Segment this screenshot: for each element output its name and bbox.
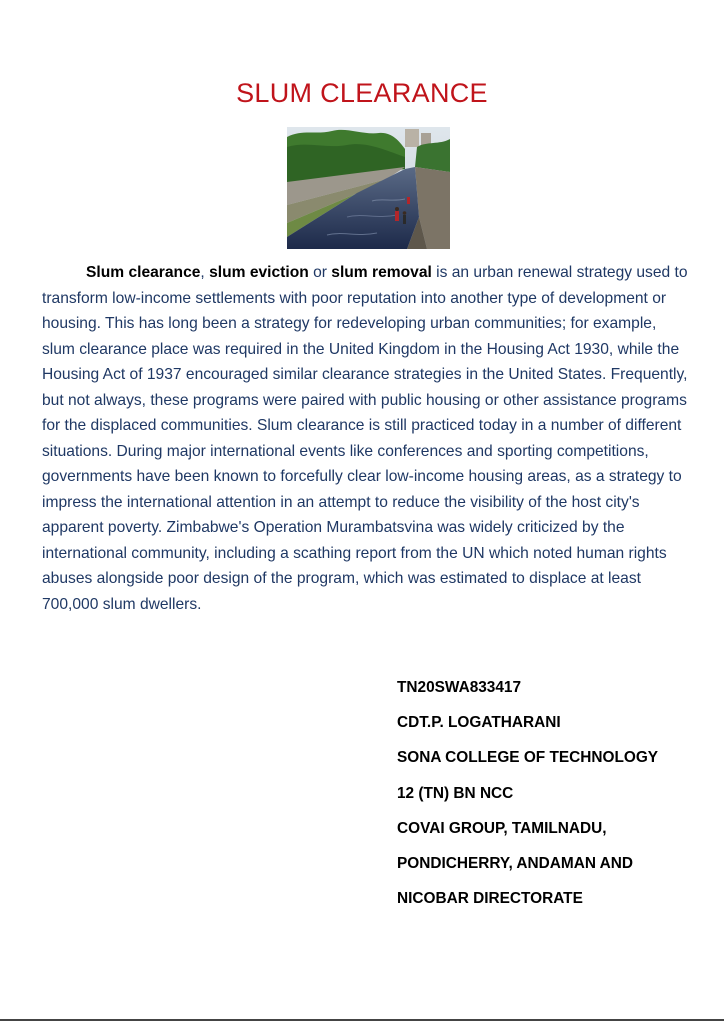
- term-slum-clearance: Slum clearance: [86, 264, 201, 281]
- signature-block: [397, 677, 717, 923]
- signature-line-college: SONA COLLEGE OF TECHNOLOGY: [397, 749, 659, 767]
- paragraph-body: is an urban renewal strategy used to transform low-income settlements with poor reputation into another type of development or housing. This has long been a strategy for redeveloping urban communities; for example, slum clearance place was required in the United Kingdom in the Housing Act 1930, while the Housing Act of 1937 encouraged similar clearance strategies in the United States. Frequently, but not always, these programs were paired with public housing or other assistance programs for the displaced communities. Slum clearance is still practiced today in a number of different situations. During major international events like conferences and sporting competitions, governments have been known to forcefully clear low-income housing areas, as a strategy to impress the international attention in an attempt to reduce the visibility of the host city's apparent poverty. Zimbabwe's Operation Murambatsvina was widely criticized by the international community, including a scathing report from the UN which noted human rights abuses alongside poor design of the program, which was estimated to displace at least 700,000 slum dwellers.: [42, 264, 688, 613]
- body-paragraph: [42, 260, 692, 617]
- bottom-divider: [0, 1019, 724, 1021]
- page-title: SLUM CLEARANCE: [236, 78, 488, 108]
- signature-line-region: PONDICHERRY, ANDAMAN AND: [397, 854, 633, 872]
- river-photo: [287, 127, 450, 249]
- signature-line-id: TN20SWA833417: [397, 679, 522, 696]
- separator-or: or: [308, 264, 332, 281]
- signature-line-battalion: 12 (TN) BN NCC: [397, 784, 514, 802]
- signature-line-name: CDT.P. LOGATHARANI: [397, 714, 561, 732]
- term-slum-removal: slum removal: [331, 264, 432, 281]
- separator-comma: ,: [200, 264, 210, 281]
- signature-line-directorate: NICOBAR DIRECTORATE: [397, 890, 583, 908]
- signature-line-group: COVAI GROUP, TAMILNADU,: [397, 819, 607, 837]
- term-slum-eviction: slum eviction: [209, 264, 309, 281]
